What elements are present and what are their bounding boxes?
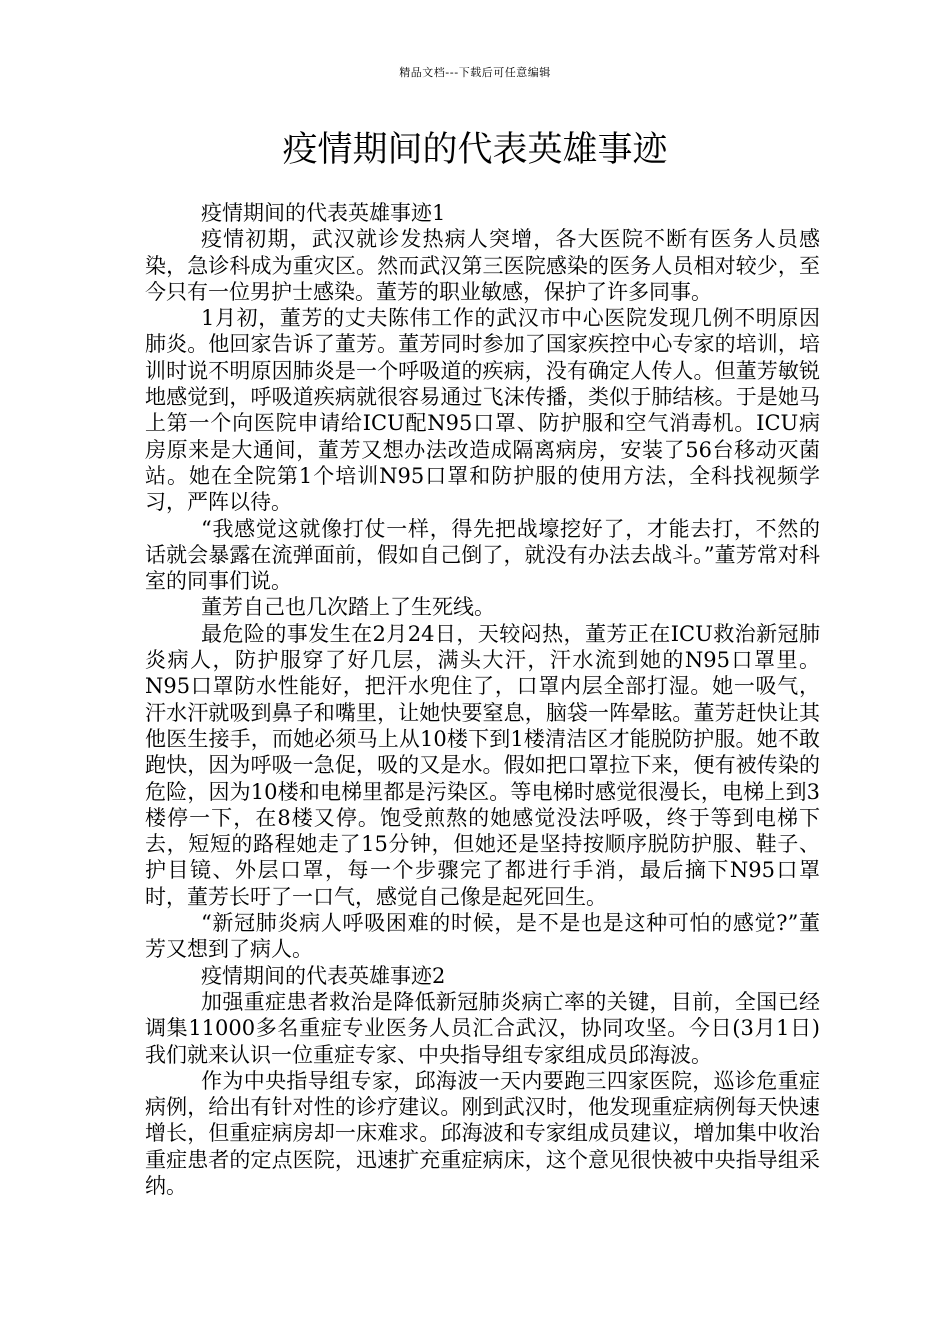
section-heading-1: 疫情期间的代表英雄事迹1 xyxy=(201,201,446,225)
header-note: 精品文档---下载后可任意编辑 xyxy=(399,66,551,79)
document-title: 疫情期间的代表英雄事迹 xyxy=(282,130,668,170)
paragraph: 加强重症患者救治是降低新冠肺炎病亡率的关键，目前，全国已经调集11000多名重症专业医务人员汇合武汉，协同攻坚。今日(3月1日)我们就来认识一位重症专家、中央指导组专家组成员邱海波。 xyxy=(145,989,820,1067)
paragraph: 作为中央指导组专家，邱海波一天内要跑三四家医院，巡诊危重症病例，给出有针对性的诊疗建议。刚到武汉时，他发现重症病例每天快速增长，但重症病房却一床难求。邱海波和专家组成员建议，增加集中收治重症患者的定点医院，迅速扩充重症病床，这个意见很快被中央指导组采纳。 xyxy=(145,1068,820,1198)
paragraph: “我感觉这就像打仗一样，得先把战壕挖好了，才能去打，不然的话就会暴露在流弹面前，假如自己倒了，就没有办法去战斗。”董芳常对科室的同事们说。 xyxy=(145,516,820,594)
paragraph: “新冠肺炎病人呼吸困难的时候，是不是也是这种可怕的感觉?”董芳又想到了病人。 xyxy=(145,911,820,962)
paragraph: 董芳自己也几次踏上了生死线。 xyxy=(201,595,495,620)
section-heading-2: 疫情期间的代表英雄事迹2 xyxy=(201,963,446,988)
paragraph: 疫情初期，武汉就诊发热病人突增，各大医院不断有医务人员感染，急诊科成为重灾区。然而武汉第三医院感染的医务人员相对较少，至今只有一位男护士感染。董芳的职业敏感，保护了许多同事。 xyxy=(145,227,820,304)
paragraph: 1月初，董芳的丈夫陈伟工作的武汉市中心医院发现几例不明原因肺炎。他回家告诉了董芳。董芳同时参加了国家疾控中心专家的培训，培训时说不明原因肺炎是一个呼吸道的疾病，没有确定人传人。但董芳敏锐地感觉到，呼吸道疾病就很容易通过飞沫传播，类似于肺结核。于是她马上第一个向医院申请给ICU配N95口罩、防护服和空气消毒机。ICU病房原来是大通间，董芳又想办法改造成隔离病房，安装了56台移动灭菌站。她在全院第1个培训N95口罩和防护服的使用方法，全科找视频学习，严阵以待。 xyxy=(145,306,820,515)
document-body xyxy=(145,200,820,1199)
paragraph: 最危险的事发生在2月24日，天较闷热，董芳正在ICU救治新冠肺炎病人，防护服穿了好几层，满头大汗，汗水流到她的N95口罩里。N95口罩防水性能好，把汗水兜住了，口罩内层全部打湿。她一吸气，汗水汗就吸到鼻子和嘴里，让她快要窒息，脑袋一阵晕眩。董芳赶快让其他医生接手，而她必须马上从10楼下到1楼清洁区才能脱防护服。她不敢跑快，因为呼吸一急促，吸的又是水。假如把口罩拉下来，便有被传染的危险，因为10楼和电梯里都是污染区。等电梯时感觉很漫长，电梯上到3楼停一下，在8楼又停。饱受煎熬的她感觉没法呼吸，终于等到电梯下去，短短的路程她走了15分钟，但她还是坚持按顺序脱防护服、鞋子、护目镜、外层口罩，每一个步骤完了都进行手消，最后摘下N95口罩时，董芳长吁了一口气，感觉自己像是起死回生。 xyxy=(145,621,820,909)
